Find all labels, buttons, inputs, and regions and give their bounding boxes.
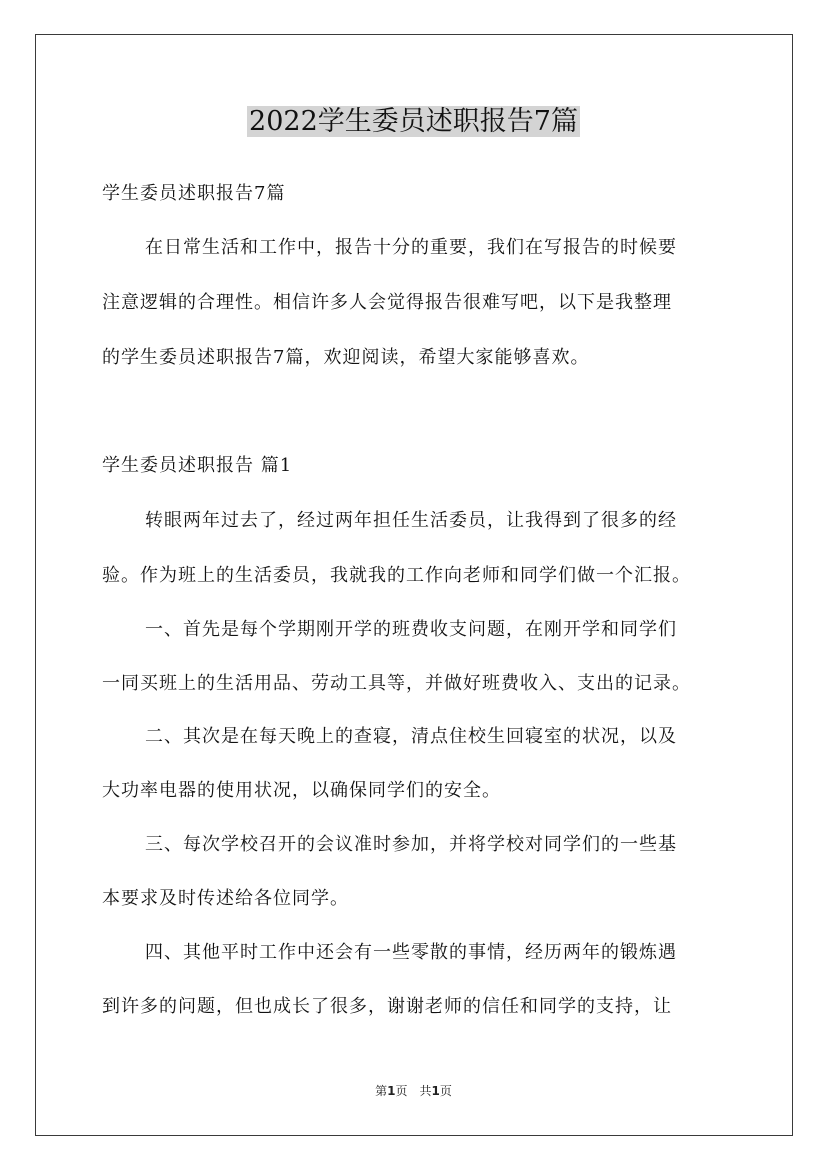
body-line-9: 四、其他平时工作中还会有一些零散的事情，经历两年的锻炼遇 [145,942,677,963]
page-number: 1 [387,1084,396,1098]
body-line-3: 一、首先是每个学期刚开学的班费收支问题，在刚开学和同学们 [145,619,677,640]
section-heading: 学生委员述职报告 篇1 [102,455,293,476]
page-footer [0,1083,827,1099]
total-suffix: 页 [439,1084,452,1098]
body-line-6: 大功率电器的使用状况，以确保同学们的安全。 [102,780,501,801]
page-suffix: 页 [395,1084,408,1098]
body-line-8: 本要求及时传述给各位同学。 [102,888,349,909]
body-line-7: 三、每次学校召开的会议准时参加，并将学校对同学们的一些基 [145,834,677,855]
intro-line-1: 在日常生活和工作中，报告十分的重要，我们在写报告的时候要 [145,237,677,258]
body-line-4: 一同买班上的生活用品、劳动工具等，并做好班费收入、支出的记录。 [102,673,691,694]
document-title [0,104,827,140]
body-line-1: 转眼两年过去了，经过两年担任生活委员，让我得到了很多的经 [145,510,677,531]
body-line-10: 到许多的问题，但也成长了很多，谢谢老师的信任和同学的支持，让 [102,996,672,1017]
page-prefix: 第 [375,1084,388,1098]
body-line-2: 验。作为班上的生活委员，我就我的工作向老师和同学们做一个汇报。 [102,565,691,586]
document-title-text: 2022学生委员述职报告7篇 [249,106,578,137]
intro-line-2: 注意逻辑的合理性。相信许多人会觉得报告很难写吧，以下是我整理 [102,292,672,313]
document-subtitle: 学生委员述职报告7篇 [102,183,286,204]
total-pages: 1 [431,1084,440,1098]
body-line-5: 二、其次是在每天晚上的查寝，清点住校生回寝室的状况，以及 [145,726,677,747]
intro-line-3: 的学生委员述职报告7篇，欢迎阅读，希望大家能够喜欢。 [102,347,590,368]
total-prefix: 共 [419,1084,432,1098]
